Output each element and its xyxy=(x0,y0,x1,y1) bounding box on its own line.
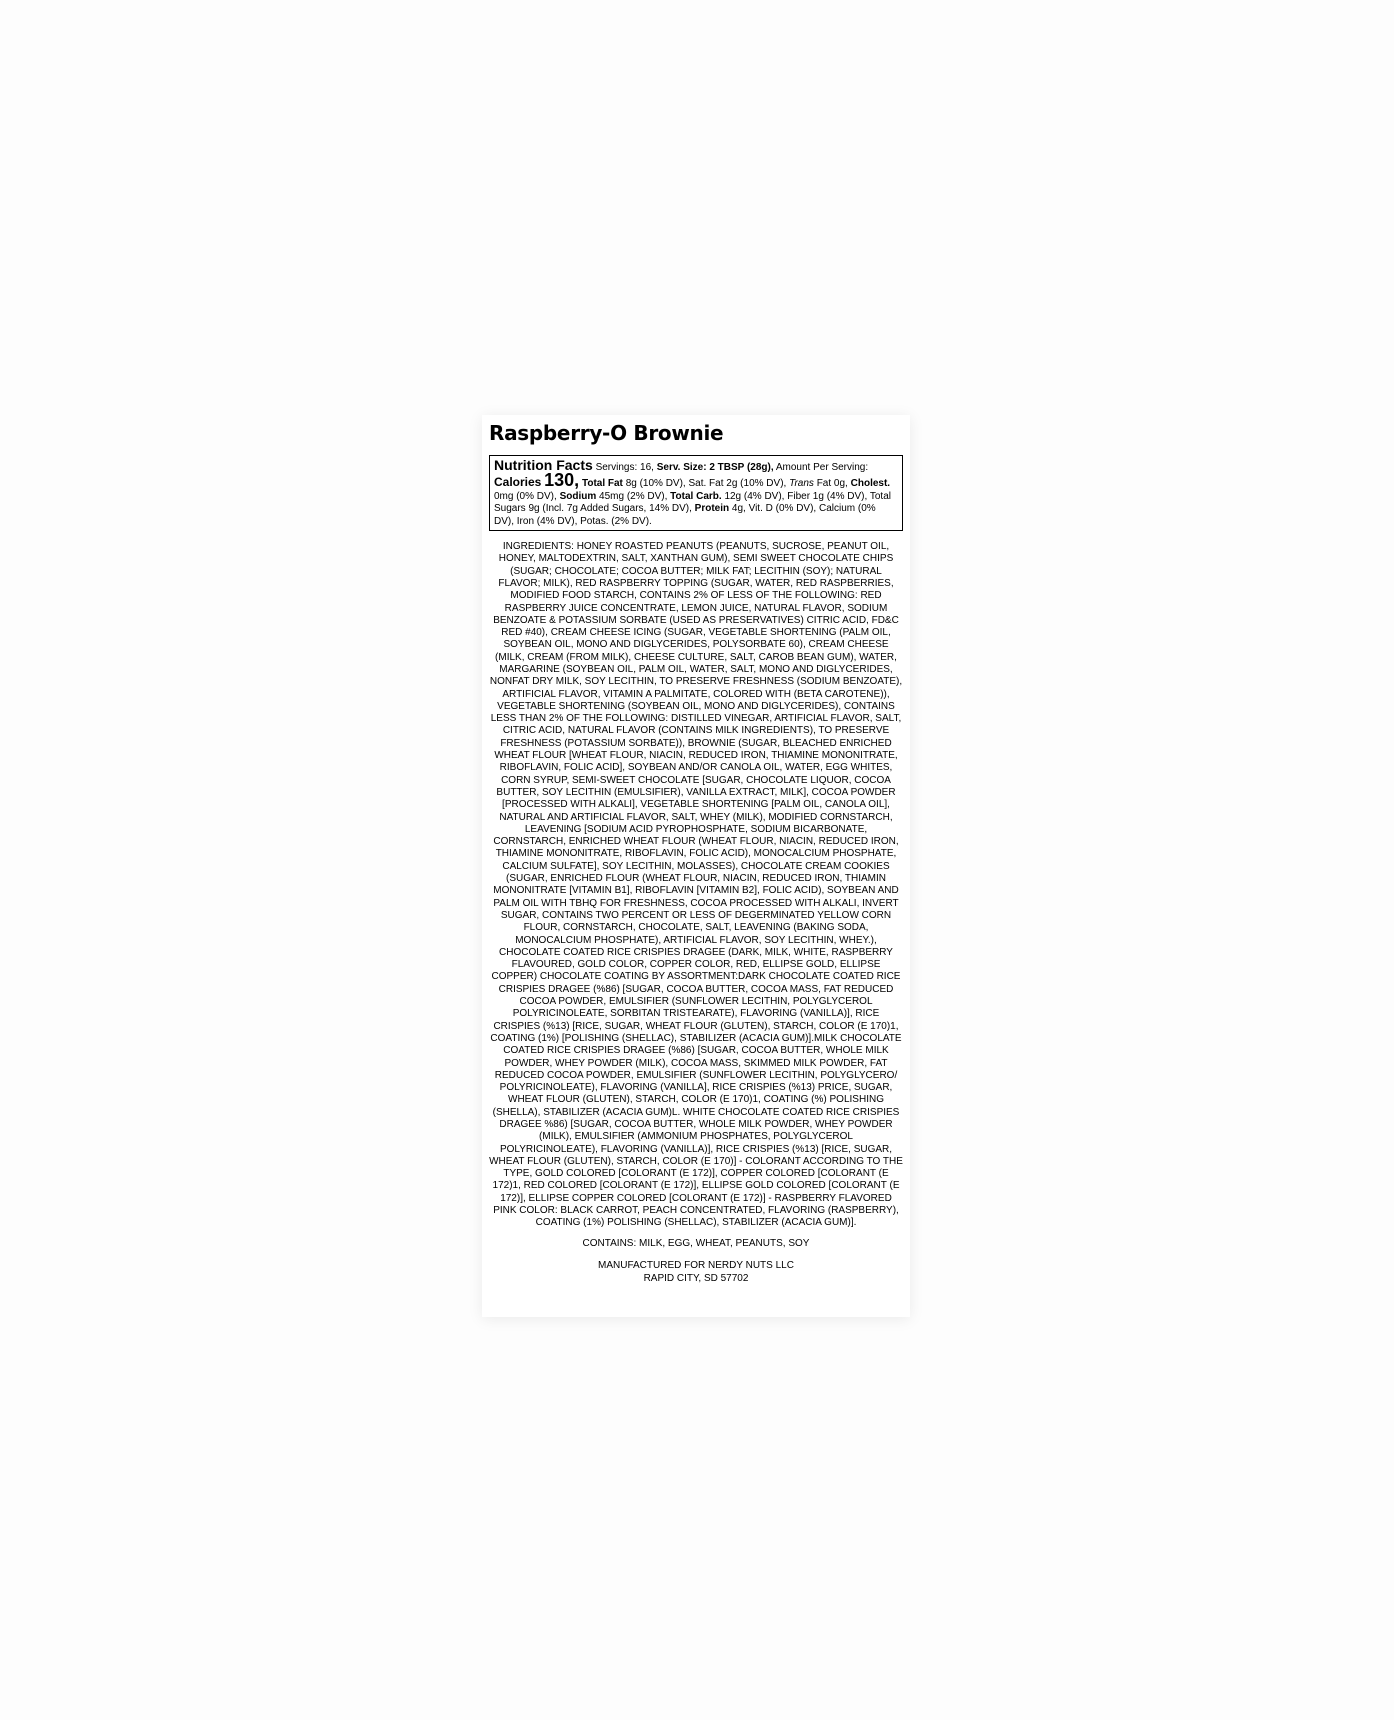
total-carb-label: Total Carb. xyxy=(670,490,722,502)
vitamins-minerals: Vit. D (0% DV), Calcium (0% DV), Iron (4% DV), Potas. (2% DV). xyxy=(494,503,876,527)
nutrition-facts-panel xyxy=(489,455,903,531)
total-fat-label: Total Fat xyxy=(581,478,623,490)
cholesterol-value: 0mg (0% DV), xyxy=(494,490,557,502)
protein-label: Protein xyxy=(694,503,730,515)
protein-value: 4g, xyxy=(731,503,746,515)
serving-size-label: Serv. Size: xyxy=(656,462,707,473)
total-carb-value: 12g (4% DV), Fiber 1g (4% DV), Total Sugars 9g (Incl. 7g Added Sugars, 14% DV), xyxy=(494,490,891,515)
manufacturer-info xyxy=(489,1259,903,1285)
serving-size-value: 2 TBSP (28g), xyxy=(709,462,774,473)
sodium-label: Sodium xyxy=(559,490,597,502)
servings: Servings: 16, xyxy=(595,462,654,473)
sodium-value: 45mg (2% DV), xyxy=(599,490,668,502)
allergen-statement: CONTAINS: MILK, EGG, WHEAT, PEANUTS, SOY xyxy=(582,1237,810,1249)
calories-value: 130, xyxy=(544,470,580,491)
total-fat-value: 8g (10% DV), Sat. Fat 2g (10% DV), xyxy=(625,478,787,490)
cholesterol-label: Cholest. xyxy=(850,478,891,490)
manufacturer-name: MANUFACTURED FOR NERDY NUTS LLC xyxy=(598,1259,794,1271)
nutrition-facts-title: Nutrition Facts xyxy=(494,457,593,473)
amount-per-serving: Amount Per Serving: xyxy=(775,462,869,473)
ingredients-list: INGREDIENTS: HONEY ROASTED PEANUTS (PEANUTS, SUCROSE, PEANUT OIL, HONEY, MALTODEXTRIN, SALT, XANTHAN GUM), SEMI SWEET CHOCOLATE CHIPS (SUGAR; CHOCOLATE; COCOA BUTTER; MILK FAT; LECITHIN (SOY); NATURAL FLAVOR; MILK), RED RASPBERRY TOPPING (SUGAR, WATER, RED RASPBERRIES, MODIFIED FOOD STARCH, CONTAINS 2% OF LESS OF THE FOLLOWING: RED RASPBERRY JUICE CONCENTRATE, LEMON JUICE, NATURAL FLAVOR, SODIUM BENZOATE & POTASSIUM SORBATE (USED AS PRESERVATIVES) CITRIC ACID, FD&C RED #40), CREAM CHEESE ICING (SUGAR, VEGETABLE SHORTENING (PALM OIL, SOYBEAN OIL, MONO AND DIGLYCERIDES, POLYSORBATE 60), CREAM CHEESE (MILK, CREAM (FROM MILK), CHEESE CULTURE, SALT, CAROB BEAN GUM), WATER, MARGARINE (SOYBEAN OIL, PALM OIL, WATER, SALT, MONO AND DIGLYCERIDES, NONFAT DRY MILK, SOY LECITHIN, TO PRESERVE FRESHNESS (SODIUM BENZOATE), ARTIFICIAL FLAVOR, VITAMIN A PALMITATE, COLORED WITH (BETA CAROTENE)), VEGETABLE SHORTENING (SOYBEAN OIL, MONO AND DIGLYCERIDES), CONTAINS LESS THAN 2% OF THE FOLLOWING: DISTILLED VINEGAR, ARTIFICIAL FLAVOR, SALT, CITRIC ACID, NATURAL FLAVOR (CONTAINS MILK INGREDIENTS), TO PRESERVE FRESHNESS (POTASSIUM SORBATE)), BROWNIE (SUGAR, BLEACHED ENRICHED WHEAT FLOUR [WHEAT FLOUR, NIACIN, REDUCED IRON, THIAMINE MONONITRATE, RIBOFLAVIN, FOLIC ACID], SOYBEAN AND/OR CANOLA OIL, WATER, EGG WHITES, CORN SYRUP, SEMI-SWEET CHOCOLATE [SUGAR, CHOCOLATE LIQUOR, COCOA BUTTER, SOY LECITHIN (EMULSIFIER), VANILLA EXTRACT, MILK], COCOA POWDER [PROCESSED WITH ALKALI], VEGETABLE SHORTENING [PALM OIL, CANOLA OIL], NATURAL AND ARTIFICIAL FLAVOR, SALT, WHEY (MILK), MODIFIED CORNSTARCH, LEAVENING [SODIUM ACID PYROPHOSPHATE, SODIUM BICARBONATE, CORNSTARCH, ENRICHED WHEAT FLOUR (WHEAT FLOUR, NIACIN, REDUCED IRON, THIAMINE MONONITRATE, RIBOFLAVIN, FOLIC ACID), MONOCALCIUM PHOSPHATE, CALCIUM SULFATE], SOY LECITHIN, MOLASSES), CHOCOLATE CREAM COOKIES (SUGAR, ENRICHED FLOUR (WHEAT FLOUR, NIACIN, REDUCED IRON, THIAMIN MONONITRATE [VITAMIN B1], RIBOFLAVIN [VITAMIN B2], FOLIC ACID), SOYBEAN AND PALM OIL WITH TBHQ FOR FRESHNESS, COCOA PROCESSED WITH ALKALI, INVERT SUGAR, CONTAINS TWO PERCENT OR LESS OF DEGERMINATED YELLOW CORN FLOUR, CORNSTARCH, CHOCOLATE, SALT, LEAVENING (BAKING SODA, MONOCALCIUM PHOSPHATE), ARTIFICIAL FLAVOR, SOY LECITHIN, WHEY.), CHOCOLATE COATED RICE CRISPIES DRAGEE (DARK, MILK, WHITE, RASPBERRY FLAVOURED, GOLD COLOR, COPPER COLOR, RED, ELLIPSE GOLD, ELLIPSE COPPER) CHOCOLATE COATING BY ASSORTMENT:DARK CHOCOLATE COATED RICE CRISPIES DRAGEE (%86) [SUGAR, COCOA BUTTER, COCOA MASS, FAT REDUCED COCOA POWDER, EMULSIFIER (SUNFLOWER LECITHIN, POLYGLYCEROL POLYRICINOLEATE, SORBITAN TRISTEARATE), FLAVORING (VANILLA)], RICE CRISPIES (%13) [RICE, SUGAR, WHEAT FLOUR (GLUTEN), STARCH, COLOR (E 170)1, COATING (1%) [POLISHING (SHELLAC), STABILIZER (ACACIA GUM)].MILK CHOCOLATE COATED RICE CRISPIES DRAGEE (%86) [SUGAR, COCOA BUTTER, WHOLE MILK POWDER, WHEY POWDER (MILK), COCOA MASS, SKIMMED MILK POWDER, FAT REDUCED COCOA POWDER, EMULSIFIER (SUNFLOWER LECITHIN, POLYGLYCERO/ POLYRICINOLEATE), FLAVORING (VANILLA], RICE CRISPIES (%13) PRICE, SUGAR, WHEAT FLOUR (GLUTEN), STARCH, COLOR (E 170)1, COATING (%) POLISHING (SHELLA), STABILIZER (ACACIA GUM)L. WHITE CHOCOLATE COATED RICE CRISPIES DRAGEE %86) [SUGAR, COCOA BUTTER, WHOLE MILK POWDER, WHEY POWDER (MILK), EMULSIFIER (AMMONIUM PHOSPHATES, POLYGLYCEROL POLYRICINOLEATE), FLAVORING (VANILLA)], RICE CRISPIES (%13) [RICE, SUGAR, WHEAT FLOUR (GLUTEN), STARCH, COLOR (E 170)] - COLORANT ACCORDING TO THE TYPE, GOLD COLORED [COLORANT (E 172)], COPPER COLORED [COLORANT (E 172)1, RED COLORED [COLORANT (E 172)], ELLIPSE GOLD COLORED [COLORANT (E 172)], ELLIPSE COPPER COLORED [COLORANT (E 172)] - RASPBERRY FLAVORED PINK COLOR: BLACK CARROT, PEACH CONCENTRATED, FLAVORING (RASPBERRY), COATING (1%) POLISHING (SHELLAC), STABILIZER (ACACIA GUM)]. xyxy=(489,541,903,1229)
product-label-card xyxy=(482,415,910,1317)
calories-label: Calories xyxy=(494,475,542,490)
manufacturer-address: RAPID CITY, SD 57702 xyxy=(643,1272,749,1284)
product-title: Raspberry-O Brownie xyxy=(489,421,724,445)
trans-fat-label: Trans xyxy=(789,478,814,490)
trans-fat-value: Fat 0g, xyxy=(816,478,848,490)
